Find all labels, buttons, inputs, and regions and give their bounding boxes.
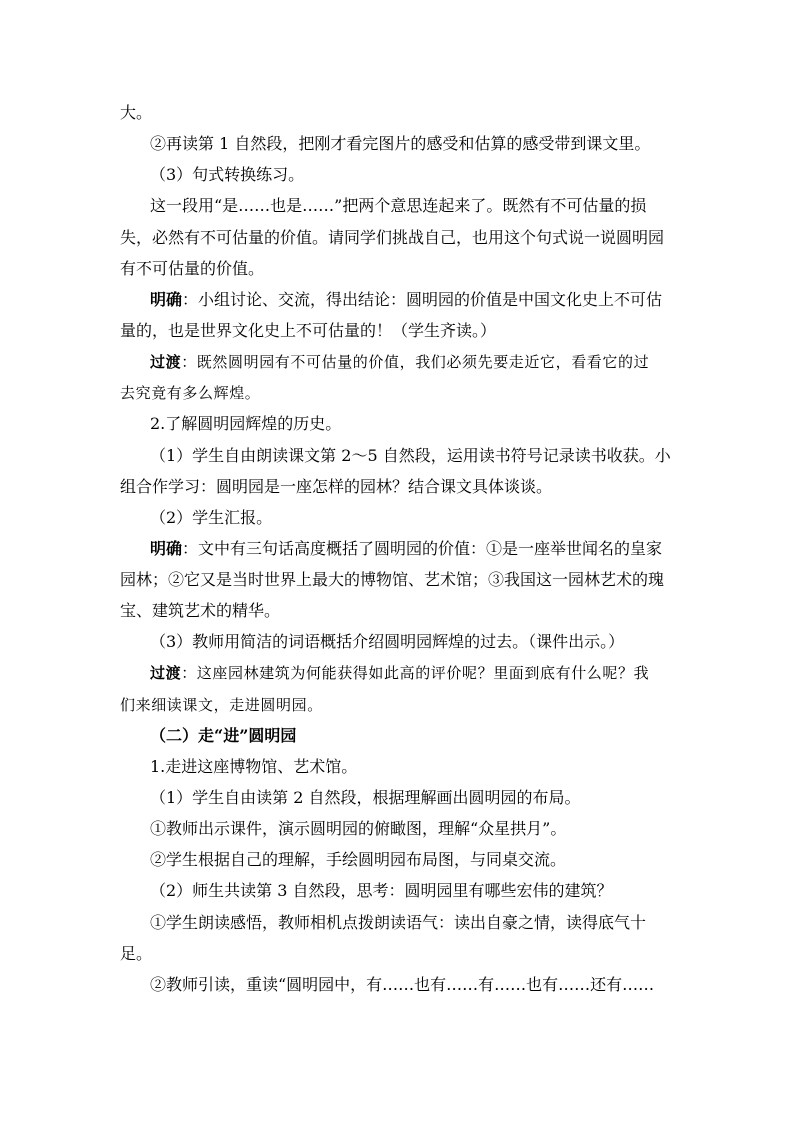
text-line: （1）学生自由朗读课文第 2～5 自然段，运用读书符号记录读书收获。小 <box>150 446 671 465</box>
text-line: 大。 <box>120 103 153 122</box>
text-line: ②学生根据自己的理解，手绘圆明园布局图，与同桌交流。 <box>150 850 567 869</box>
text-line: 这一段用“是……也是……”把两个意思连起来了。既然有不可估量的损 <box>150 196 647 215</box>
explanation-paragraph <box>150 290 662 310</box>
text-line: 失，必然有不可估量的价值。请同学们挑战自己，也用这个句式说一说圆明园 <box>120 228 665 247</box>
transition-paragraph <box>150 663 649 683</box>
label-mingque: 明确 <box>150 539 183 558</box>
explanation-paragraph <box>150 539 662 559</box>
text-run: ：既然圆明园有不可估量的价值，我们必须先要走近它，看看它的过 <box>181 353 650 371</box>
text-line: 足。 <box>120 944 153 963</box>
text-line: （3）教师用简洁的词语概括介绍圆明园辉煌的过去。（课件出示。） <box>150 632 625 651</box>
text-line: ②教师引读，重读“圆明园中，有……也有……有……也有……还有…… <box>150 975 655 994</box>
label-guodu: 过渡 <box>150 664 182 682</box>
text-line: （3）句式转换练习。 <box>150 165 305 184</box>
text-run: ：这座园林建筑为何能获得如此高的评价呢？里面到底有什么呢？我 <box>181 664 650 682</box>
label-mingque: 明确 <box>150 290 183 309</box>
text-line: 们来细读课文，走进圆明园。 <box>120 696 323 714</box>
text-run: ：文中有三句话高度概括了圆明园的价值：①是一座举世闻名的皇家 <box>182 539 663 558</box>
text-line: （1）学生自由读第 2 自然段，根据理解画出圆明园的布局。 <box>150 788 581 807</box>
text-line: 宝、建筑艺术的精华。 <box>120 601 281 620</box>
text-line: ①教师出示课件，演示圆明园的俯瞰图，理解“众星拱月”。 <box>150 819 567 838</box>
text-line: 有不可估量的价值。 <box>120 259 265 278</box>
text-line: 去究竟有多么辉煌。 <box>120 384 261 402</box>
text-line: 组合作学习：圆明园是一座怎样的园林？结合课文具体谈谈。 <box>120 477 553 496</box>
text-line: ②再读第 1 自然段，把刚才看完图片的感受和估算的感受带到课文里。 <box>150 134 651 153</box>
text-line: 园林；②它又是当时世界上最大的博物馆、艺术馆；③我国这一园林艺术的瑰 <box>120 570 665 589</box>
text-line: ①学生朗读感悟，教师相机点拨朗读语气：读出自豪之情，读得底气十 <box>150 913 647 932</box>
section-heading: （二）走“进”圆明园 <box>150 726 297 745</box>
text-line: 2.了解圆明园辉煌的历史。 <box>150 414 342 433</box>
text-line: 1.走进这座博物馆、艺术馆。 <box>150 757 358 776</box>
text-line: 量的，也是世界文化史上不可估量的！（学生齐读。） <box>120 321 497 340</box>
text-line: （2）学生汇报。 <box>150 508 273 527</box>
label-guodu: 过渡 <box>150 353 182 371</box>
text-line: （2）师生共读第 3 自然段，思考：圆明园里有哪些宏伟的建筑？ <box>150 881 613 900</box>
transition-paragraph <box>150 352 649 372</box>
text-run: ：小组讨论、交流，得出结论：圆明园的价值是中国文化史上不可估 <box>182 290 663 309</box>
